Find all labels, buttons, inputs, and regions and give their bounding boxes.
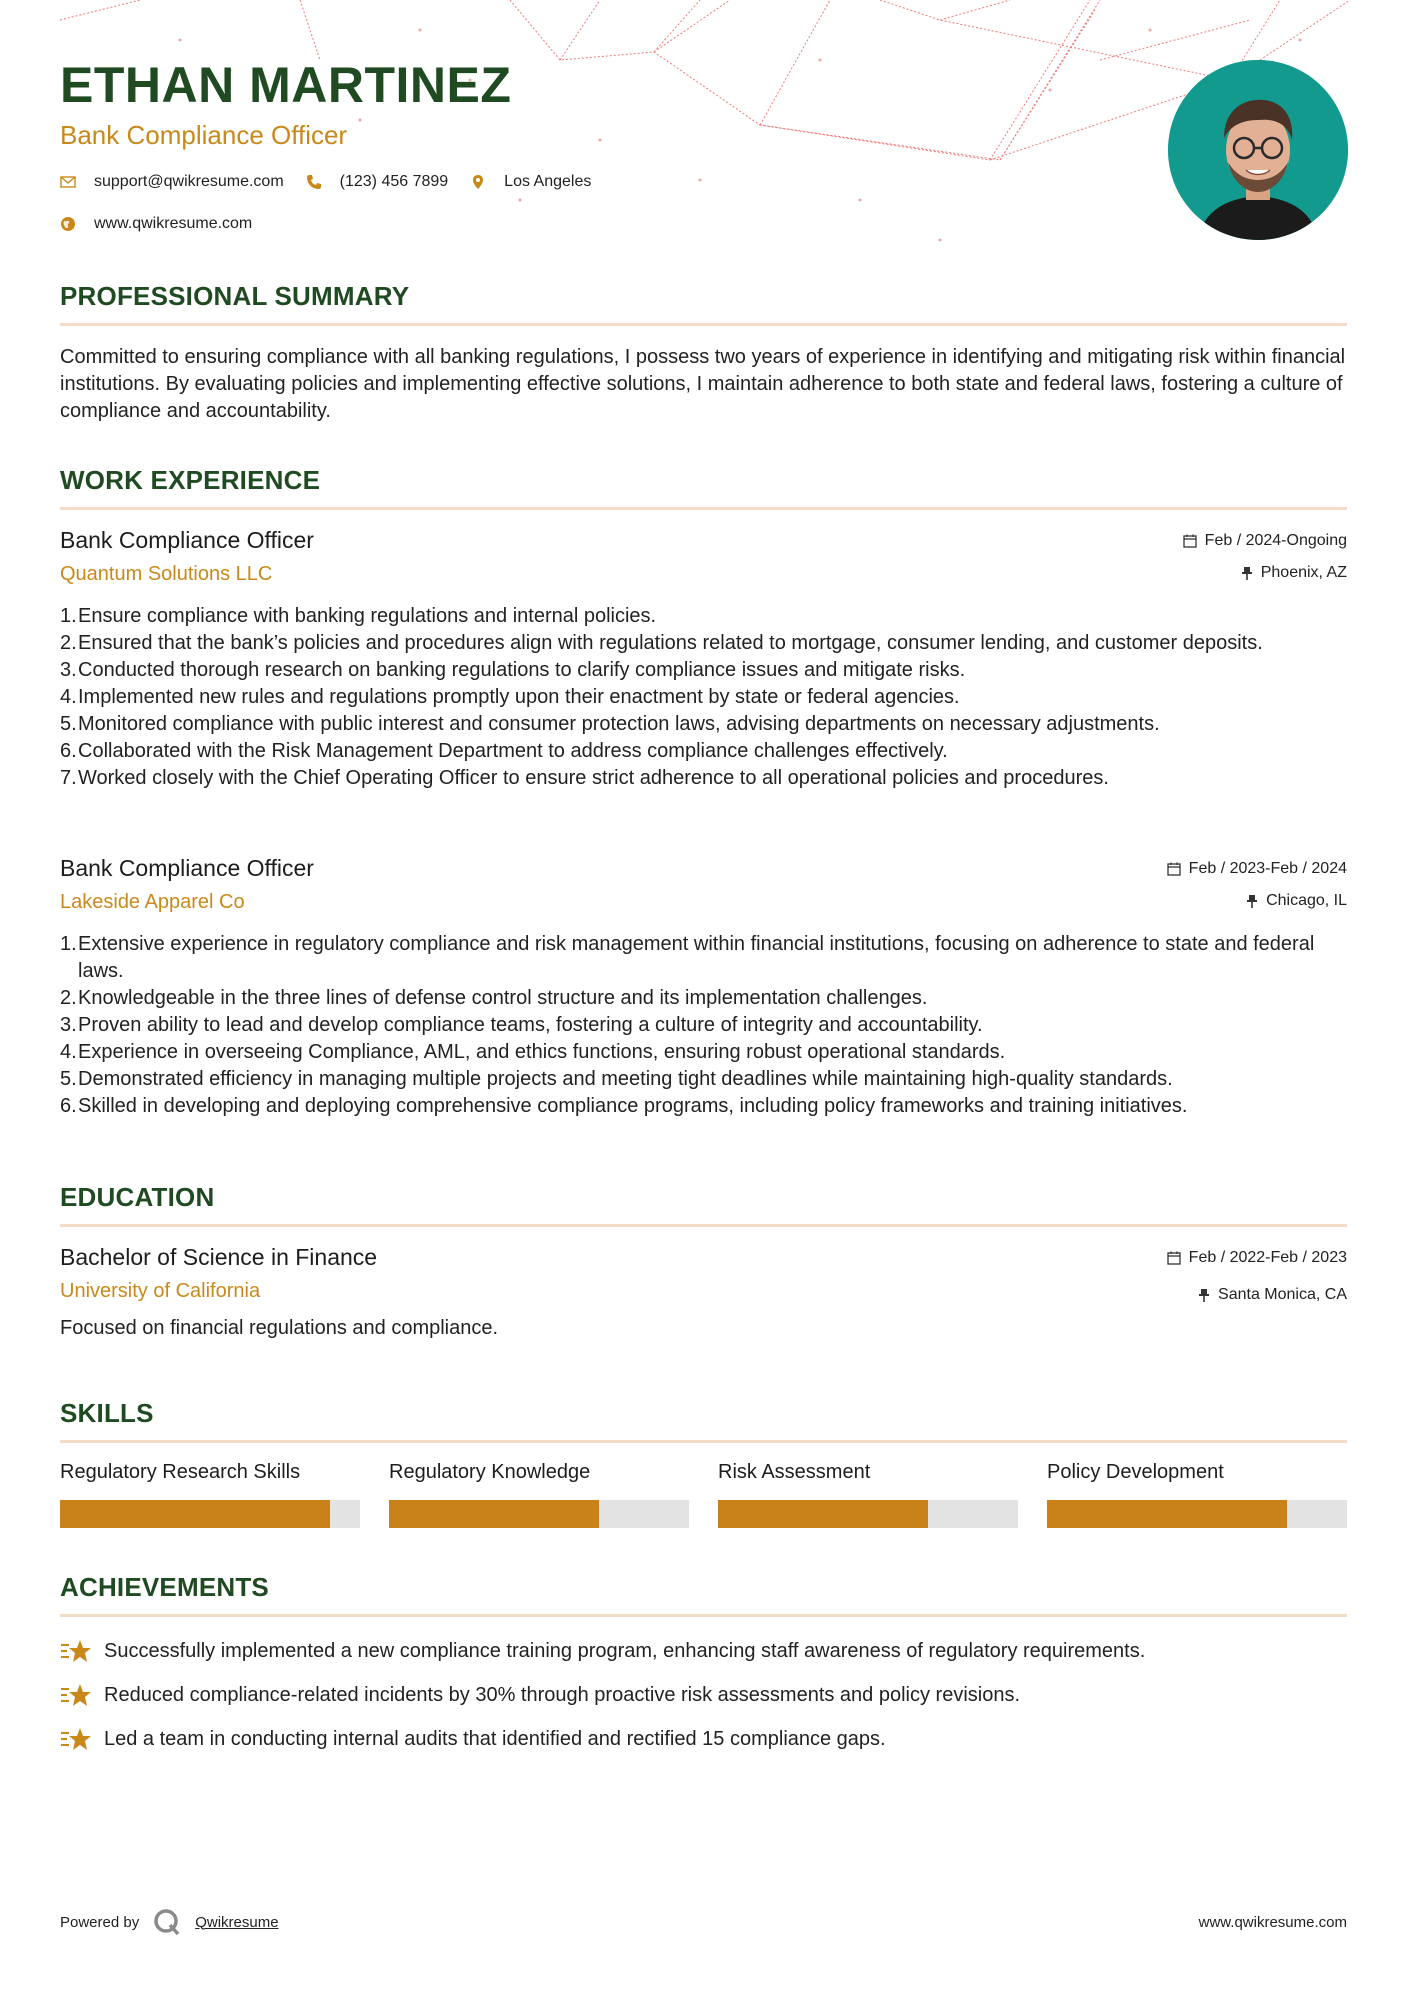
skill-item <box>718 1461 1018 1528</box>
job-location-text: Phoenix, AZ <box>1260 564 1347 581</box>
contact-row <box>60 173 613 191</box>
list-item: 3. Proven ability to lead and develop compliance teams, fostering a culture of integrity and accountability. <box>60 1014 983 1036</box>
job-dates-text: Feb / 2024-Ongoing <box>1204 532 1347 549</box>
contact-row-web <box>60 215 274 233</box>
job-title: Bank Compliance Officer <box>60 527 314 553</box>
company-name: Quantum Solutions LLC <box>60 563 273 585</box>
section-divider <box>60 1224 1347 1227</box>
achievement-text: Successfully implemented a new compliance training program, enhancing staff awareness of regulatory requirements. <box>104 1639 1146 1662</box>
skill-bar <box>1047 1500 1347 1528</box>
section-achievements <box>60 1574 1347 1761</box>
job-location <box>1246 892 1347 910</box>
list-item: 6. Skilled in developing and deploying comprehensive compliance programs, including policy frameworks and training initiatives. <box>60 1095 1188 1117</box>
section-education <box>60 1184 1347 1344</box>
skill-bar-fill <box>718 1500 928 1528</box>
section-skills <box>60 1400 1347 1528</box>
profile-photo-illustration <box>1168 60 1348 240</box>
list-item: 3. Conducted thorough research on banking regulations to clarify compliance issues and mitigate risks. <box>60 659 966 681</box>
list-item: 7. Worked closely with the Chief Operating Officer to ensure strict adherence to all operational policies and procedures. <box>60 767 1109 789</box>
skill-name: Regulatory Knowledge <box>389 1461 591 1483</box>
section-experience <box>60 467 1347 1127</box>
email-text: support@qwikresume.com <box>94 173 284 190</box>
skill-name: Policy Development <box>1047 1461 1224 1483</box>
job-dates <box>1167 860 1347 878</box>
list-item: 6. Collaborated with the Risk Management Department to address compliance challenges effectively. <box>60 740 948 762</box>
section-title-skills: SKILLS <box>60 1398 154 1428</box>
calendar-icon <box>1183 534 1197 548</box>
list-item: 4. Implemented new rules and regulations promptly upon their enactment by state or federal agencies. <box>60 686 960 708</box>
skill-name: Regulatory Research Skills <box>60 1461 301 1483</box>
skill-item <box>389 1461 689 1528</box>
star-achievement-icon <box>60 1637 92 1665</box>
education-location-text: Santa Monica, CA <box>1218 1286 1347 1303</box>
contact-phone[interactable] <box>306 173 449 191</box>
star-achievement-icon <box>60 1681 92 1709</box>
skill-bar-fill <box>389 1500 599 1528</box>
education-description: Focused on financial regulations and compliance. <box>60 1317 499 1339</box>
skills-list <box>60 1461 1347 1528</box>
education-location <box>1198 1286 1347 1304</box>
section-divider <box>60 507 1347 510</box>
section-title-summary: PROFESSIONAL SUMMARY <box>60 281 410 311</box>
education-dates-text: Feb / 2022-Feb / 2023 <box>1188 1249 1347 1266</box>
contact-location <box>470 173 591 191</box>
list-item: 5. Demonstrated efficiency in managing multiple projects and meeting tight deadlines while maintaining high-quality standards. <box>60 1068 1173 1090</box>
contact-email[interactable] <box>60 173 284 191</box>
powered-by-label: Powered by <box>60 1913 140 1931</box>
powered-by <box>60 1908 279 1936</box>
phone-text: (123) 456 7899 <box>339 173 449 190</box>
skill-item <box>60 1461 360 1528</box>
profile-photo <box>1168 60 1348 240</box>
section-title-experience: WORK EXPERIENCE <box>60 465 321 495</box>
skill-name: Risk Assessment <box>718 1461 871 1483</box>
skill-bar <box>718 1500 1018 1528</box>
achievement-item <box>60 1673 1347 1717</box>
section-divider <box>60 323 1347 326</box>
pushpin-icon <box>1246 894 1258 908</box>
list-item: 1. Ensure compliance with banking regulations and internal policies. <box>60 605 657 627</box>
candidate-role: Bank Compliance Officer <box>60 120 348 150</box>
job-title: Bank Compliance Officer <box>60 855 314 881</box>
list-item: 2. Ensured that the bank’s policies and procedures align with regulations related to mortgage, consumer lending, and customer deposits. <box>60 632 1263 654</box>
calendar-icon <box>1167 862 1181 876</box>
job-location-text: Chicago, IL <box>1266 892 1347 909</box>
achievements-list <box>60 1629 1347 1761</box>
achievement-item <box>60 1629 1347 1673</box>
list-item: 1. Extensive experience in regulatory compliance and risk management within financial institutions, focusing on adherence to state and federal laws. <box>60 933 1315 982</box>
list-item: 2. Knowledgeable in the three lines of defense control structure and its implementation challenges. <box>60 987 928 1009</box>
list-item: 5. Monitored compliance with public interest and consumer protection laws, advising departments on necessary adjustments. <box>60 713 1160 735</box>
summary-text: Committed to ensuring compliance with all banking regulations, I possess two years of experience in identifying and mitigating risk within financial institutions. By evaluating policies and implementing effective solutions, I maintain adherence to both state and federal laws, fostering a culture of compliance and accountability. <box>60 346 1346 422</box>
brand-link[interactable]: Qwikresume <box>195 1913 279 1931</box>
section-title-achievements: ACHIEVEMENTS <box>60 1572 269 1602</box>
job-dates <box>1183 532 1347 550</box>
map-pin-icon <box>470 174 486 190</box>
skill-bar <box>389 1500 689 1528</box>
website-text: www.qwikresume.com <box>94 215 253 232</box>
pushpin-icon <box>1198 1288 1210 1302</box>
page-footer <box>60 1900 1347 1940</box>
education-dates <box>1167 1249 1347 1267</box>
section-divider <box>60 1440 1347 1443</box>
contact-website[interactable] <box>60 215 252 233</box>
footer-website[interactable]: www.qwikresume.com <box>1198 1914 1347 1931</box>
skill-item <box>1047 1461 1347 1528</box>
skill-bar <box>60 1500 360 1528</box>
achievement-item <box>60 1717 1347 1761</box>
section-title-education: EDUCATION <box>60 1182 215 1212</box>
globe-icon <box>60 216 76 232</box>
calendar-icon <box>1167 1251 1181 1265</box>
achievement-text: Led a team in conducting internal audits that identified and rectified 15 compliance gaps. <box>104 1727 886 1750</box>
skill-bar-fill <box>1047 1500 1287 1528</box>
skill-bar-fill <box>60 1500 330 1528</box>
section-summary <box>60 283 1347 425</box>
duties-list <box>60 931 1347 1120</box>
candidate-name: ETHAN MARTINEZ <box>60 57 512 113</box>
star-achievement-icon <box>60 1725 92 1753</box>
list-item: 4. Experience in overseeing Compliance, AML, and ethics functions, ensuring robust operational standards. <box>60 1041 1006 1063</box>
envelope-icon <box>60 174 76 190</box>
pushpin-icon <box>1241 566 1253 580</box>
job-dates-text: Feb / 2023-Feb / 2024 <box>1188 860 1347 877</box>
location-text: Los Angeles <box>504 173 592 190</box>
section-divider <box>60 1614 1347 1617</box>
job-location <box>1241 564 1347 582</box>
achievement-text: Reduced compliance-related incidents by 30% through proactive risk assessments and policy revisions. <box>104 1683 1021 1706</box>
school-name: University of California <box>60 1280 261 1302</box>
degree-title: Bachelor of Science in Finance <box>60 1244 378 1270</box>
qwikresume-logo-icon <box>153 1908 181 1936</box>
company-name: Lakeside Apparel Co <box>60 891 245 913</box>
duties-list <box>60 603 1347 792</box>
phone-icon <box>306 174 322 190</box>
